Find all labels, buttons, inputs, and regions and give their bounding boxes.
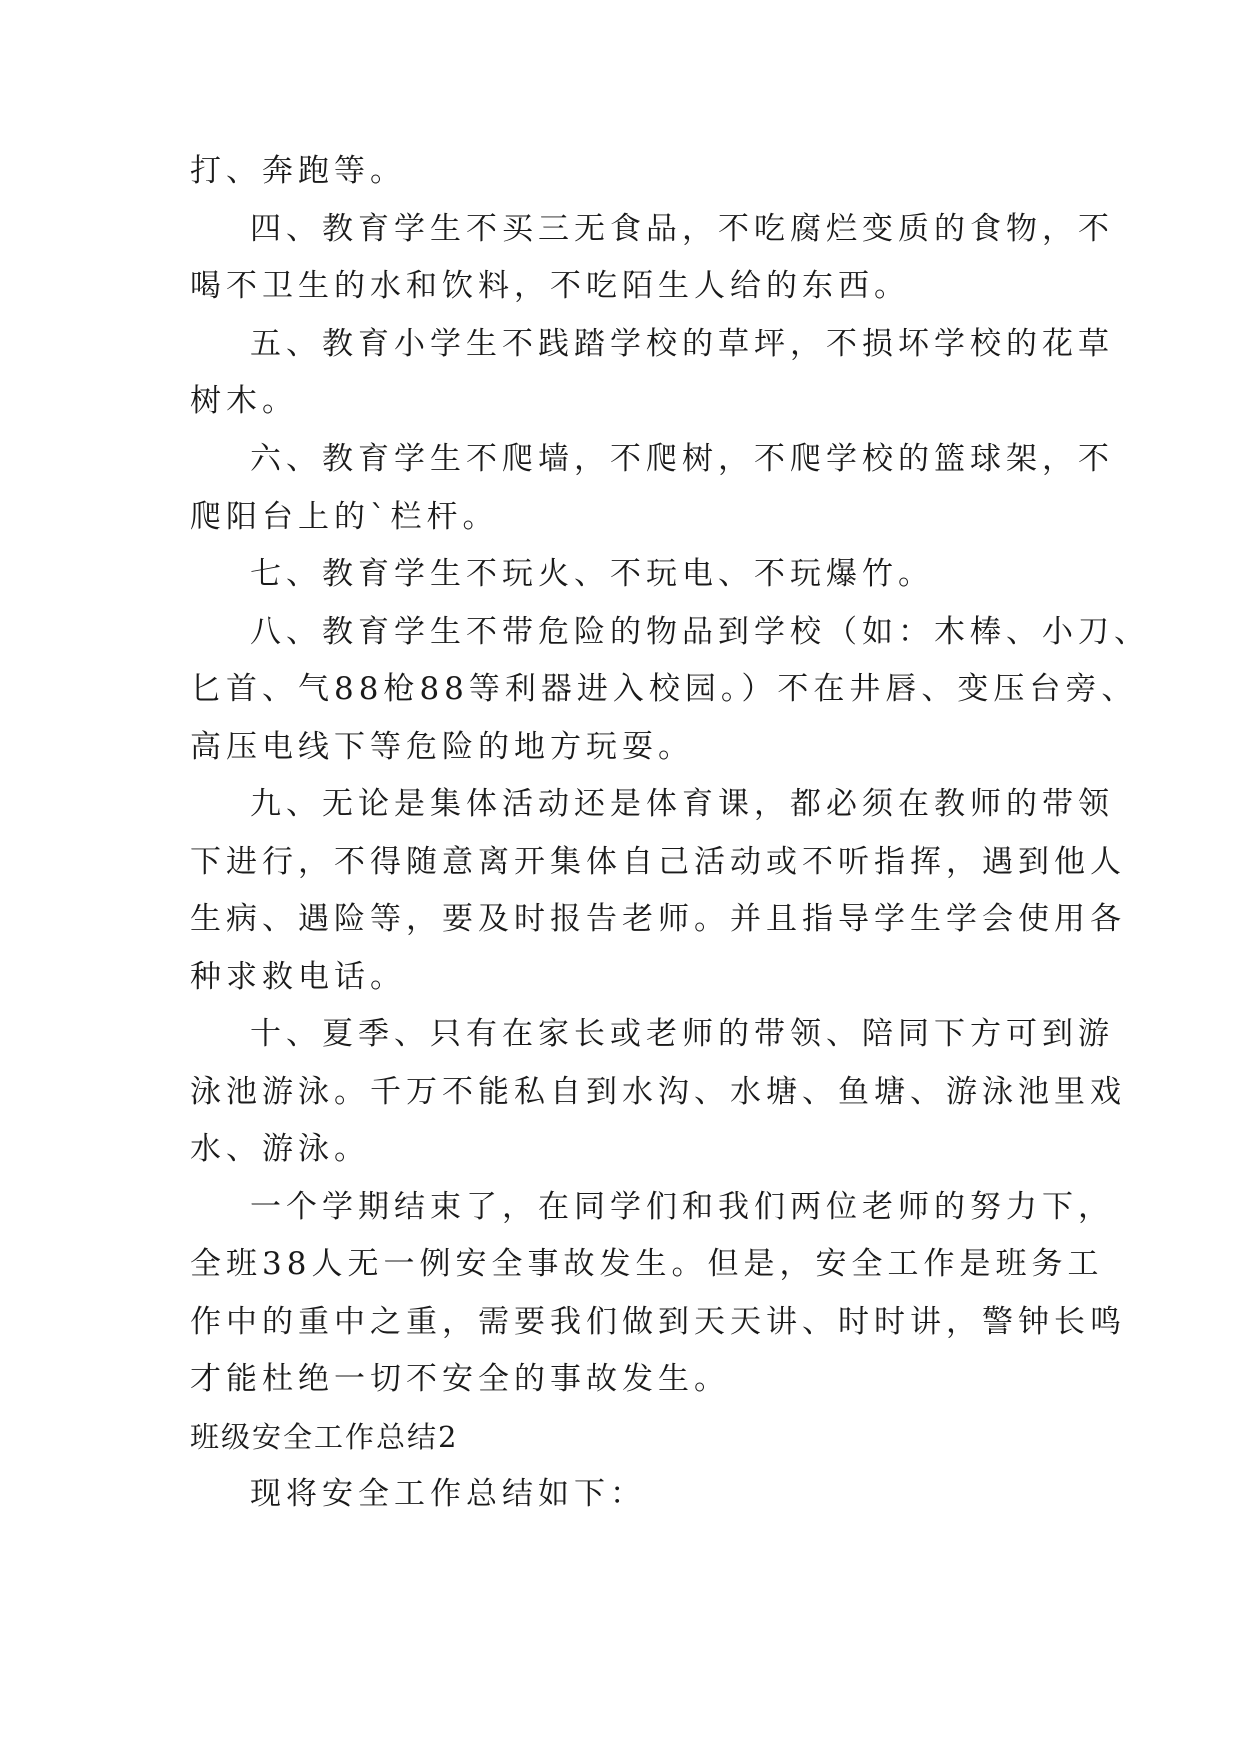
intro-paragraph: 现将安全工作总结如下： — [250, 1476, 646, 1512]
text-line: 生病、遇险等，要及时报告老师。并且指导学生学会使用各 — [190, 901, 1126, 937]
text-line: 作中的重中之重，需要我们做到天天讲、时时讲，警钟长鸣 — [190, 1304, 1126, 1340]
text-line: 爬阳台上的`栏杆。 — [190, 499, 499, 535]
text-line: 匕首、气88枪88等利器进入校园。）不在井唇、变压台旁、 — [190, 671, 1138, 707]
text-line: 下进行，不得随意离开集体自己活动或不听指挥，遇到他人 — [190, 844, 1126, 880]
text-line: 打、奔跑等。 — [190, 153, 406, 189]
text-line: 树木。 — [190, 383, 298, 419]
paragraph-9-start: 九、无论是集体活动还是体育课，都必须在教师的带领 — [250, 786, 1114, 822]
paragraph-5-start: 五、教育小学生不践踏学校的草坪，不损坏学校的花草 — [250, 326, 1114, 362]
text-line: 水、游泳。 — [190, 1131, 370, 1167]
paragraph-10-start: 十、夏季、只有在家长或老师的带领、陪同下方可到游 — [250, 1016, 1114, 1052]
summary-paragraph-start: 一个学期结束了，在同学们和我们两位老师的努力下， — [250, 1189, 1114, 1225]
text-line: 泳池游泳。千万不能私自到水沟、水塘、鱼塘、游泳池里戏 — [190, 1074, 1126, 1110]
text-line: 全班38人无一例安全事故发生。但是，安全工作是班务工 — [190, 1246, 1104, 1282]
paragraph-8-start: 八、教育学生不带危险的物品到学校（如：木棒、小刀、 — [250, 614, 1150, 650]
paragraph-7: 七、教育学生不玩火、不玩电、不玩爆竹。 — [250, 556, 934, 592]
text-line: 才能杜绝一切不安全的事故发生。 — [190, 1361, 730, 1397]
paragraph-4-start: 四、教育学生不买三无食品，不吃腐烂变质的食物，不 — [250, 211, 1114, 247]
paragraph-6-start: 六、教育学生不爬墙，不爬树，不爬学校的篮球架，不 — [250, 441, 1114, 477]
text-line: 喝不卫生的水和饮料，不吃陌生人给的东西。 — [190, 268, 910, 304]
section-heading: 班级安全工作总结2 — [190, 1420, 459, 1454]
text-line: 高压电线下等危险的地方玩耍。 — [190, 729, 694, 765]
text-line: 种求救电话。 — [190, 959, 406, 995]
